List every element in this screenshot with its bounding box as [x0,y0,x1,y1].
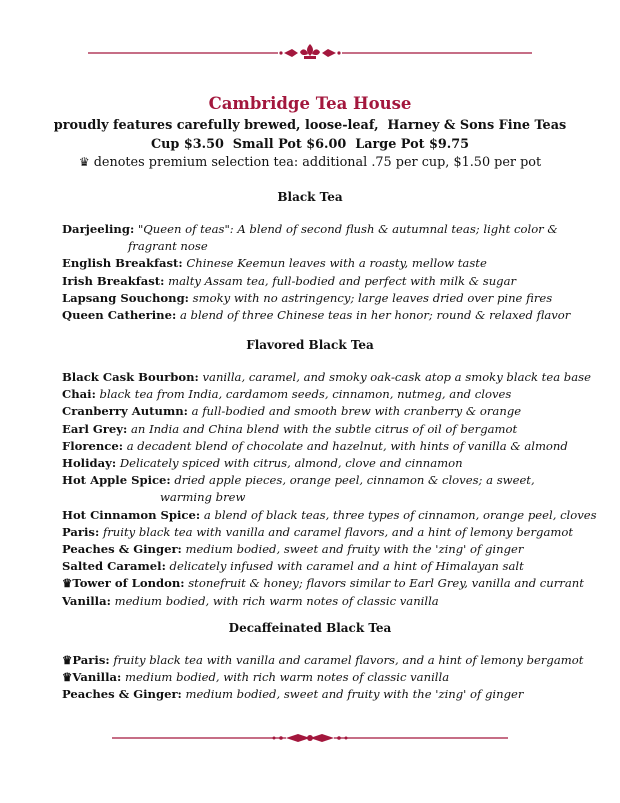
tea-description: malty Assam tea, full-bodied and perfect with milk & sugar [168,273,517,288]
section-title-flavored-black-tea: Flavored Black Tea [246,338,374,352]
tea-description: a full-bodied and smooth brew with cranberry & orange [191,404,522,419]
list-item [62,472,562,506]
list-item [62,524,573,541]
tea-name: Queen Catherine: [62,308,177,323]
tea-name: Hot Cinnamon Spice: [62,507,201,522]
tea-description: vanilla, caramel, and smoky oak-cask atop a smoky black tea base [202,370,591,384]
tea-name: Irish Breakfast: [62,273,165,288]
tea-description: medium bodied, sweet and fruity with the 'zing' of ginger [185,542,524,557]
list-item [62,386,562,403]
tea-description-continued: fragrant nose [128,239,208,254]
tea-name: Darjeeling: [62,222,135,236]
tea-name: Chai: [62,387,96,402]
list-item [62,438,568,455]
price-list: Cup $3.50 Small Pot $6.00 Large Pot $9.75 [150,137,470,152]
tea-description: Chinese Keemun leaves with a roasty, mellow taste [186,256,487,271]
list-item [62,558,562,575]
list-item [62,652,584,669]
tea-description: a blend of black teas, three types of cinnamon, orange peel, cloves [203,507,597,522]
premium-note [0,155,620,170]
list-item [62,593,562,610]
list-item [62,255,562,272]
list-item [62,273,562,290]
list-item [62,686,562,703]
tea-name: Peaches & Ginger: [62,687,182,702]
tea-name: ♛Vanilla: [62,670,122,685]
tea-description: delicately infused with caramel and a hint of Himalayan salt [169,559,524,574]
list-item [62,307,571,324]
tea-name: Hot Apple Spice: [62,473,171,488]
menu-subtitle: proudly features carefully brewed, loose-leaf, Harney & Sons Fine Teas [53,118,567,133]
tea-name: Black Cask Bourbon: [62,370,199,384]
tea-name: Peaches & Ginger: [62,542,182,557]
tea-name: Vanilla: [62,593,111,608]
tea-description: "Queen of teas": A blend of second flush & autumnal teas; light color & [137,222,558,236]
tea-description: dried apple pieces, orange peel, cinnamon & cloves; a sweet, [174,473,535,488]
top-divider-ornament [0,42,620,62]
tea-description: medium bodied, with rich warm notes of classic vanilla [114,593,439,608]
tea-name: Salted Caramel: [62,559,166,574]
premium-note-text: denotes premium selection tea: additional .75 per cup, $1.50 per pot [93,155,542,170]
list-item [62,669,562,686]
list-item [62,455,562,472]
list-item [62,369,591,386]
list-item [62,221,562,255]
list-item [62,575,584,592]
menu-title: Cambridge Tea House [208,94,412,113]
tea-name: English Breakfast: [62,256,183,271]
list-item [62,403,562,420]
tea-description: smoky with no astringency; large leaves dried over pine fires [192,290,553,305]
crown-icon: ♛ [78,155,90,169]
bottom-divider-ornament [0,728,620,748]
section-title-black-tea: Black Tea [277,190,343,204]
tea-description: a blend of three Chinese teas in her honor; round & relaxed flavor [179,308,571,323]
section-title-decaffeinated-black-tea: Decaffeinated Black Tea [228,621,392,635]
list-item [62,421,562,438]
flavored-black-tea-list [62,369,597,610]
list-item [62,290,562,307]
tea-name: Holiday: [62,456,117,471]
tea-description: an India and China blend with the subtle citrus of oil of bergamot [131,421,518,436]
tea-description-continued: warming brew [160,490,246,505]
tea-name: Paris: [62,524,100,539]
tea-description: fruity black tea with vanilla and caramel flavors, and a hint of lemony bergamot [113,653,584,667]
decaffeinated-black-tea-list [62,652,584,704]
tea-description: medium bodied, sweet and fruity with the 'zing' of ginger [185,687,524,702]
tea-name: Cranberry Autumn: [62,404,188,419]
list-item [62,541,562,558]
list-item [62,507,597,524]
tea-description: fruity black tea with vanilla and caramel flavors, and a hint of lemony bergamot [102,524,573,539]
tea-description: a decadent blend of chocolate and hazelnut, with hints of vanilla & almond [126,438,568,453]
tea-description: medium bodied, with rich warm notes of classic vanilla [124,670,450,685]
tea-description: Delicately spiced with citrus, almond, clove and cinnamon [119,456,463,471]
tea-name: Florence: [62,438,123,453]
tea-name: ♛Tower of London: [62,576,185,591]
tea-description: black tea from India, cardamom seeds, cinnamon, nutmeg, and cloves [99,387,512,402]
tea-name: Earl Grey: [62,421,128,436]
tea-name: Lapsang Souchong: [62,290,189,305]
black-tea-list [62,221,571,324]
tea-name: ♛Paris: [62,653,110,667]
tea-description: stonefruit & honey; flavors similar to Earl Grey, vanilla and currant [188,576,584,591]
